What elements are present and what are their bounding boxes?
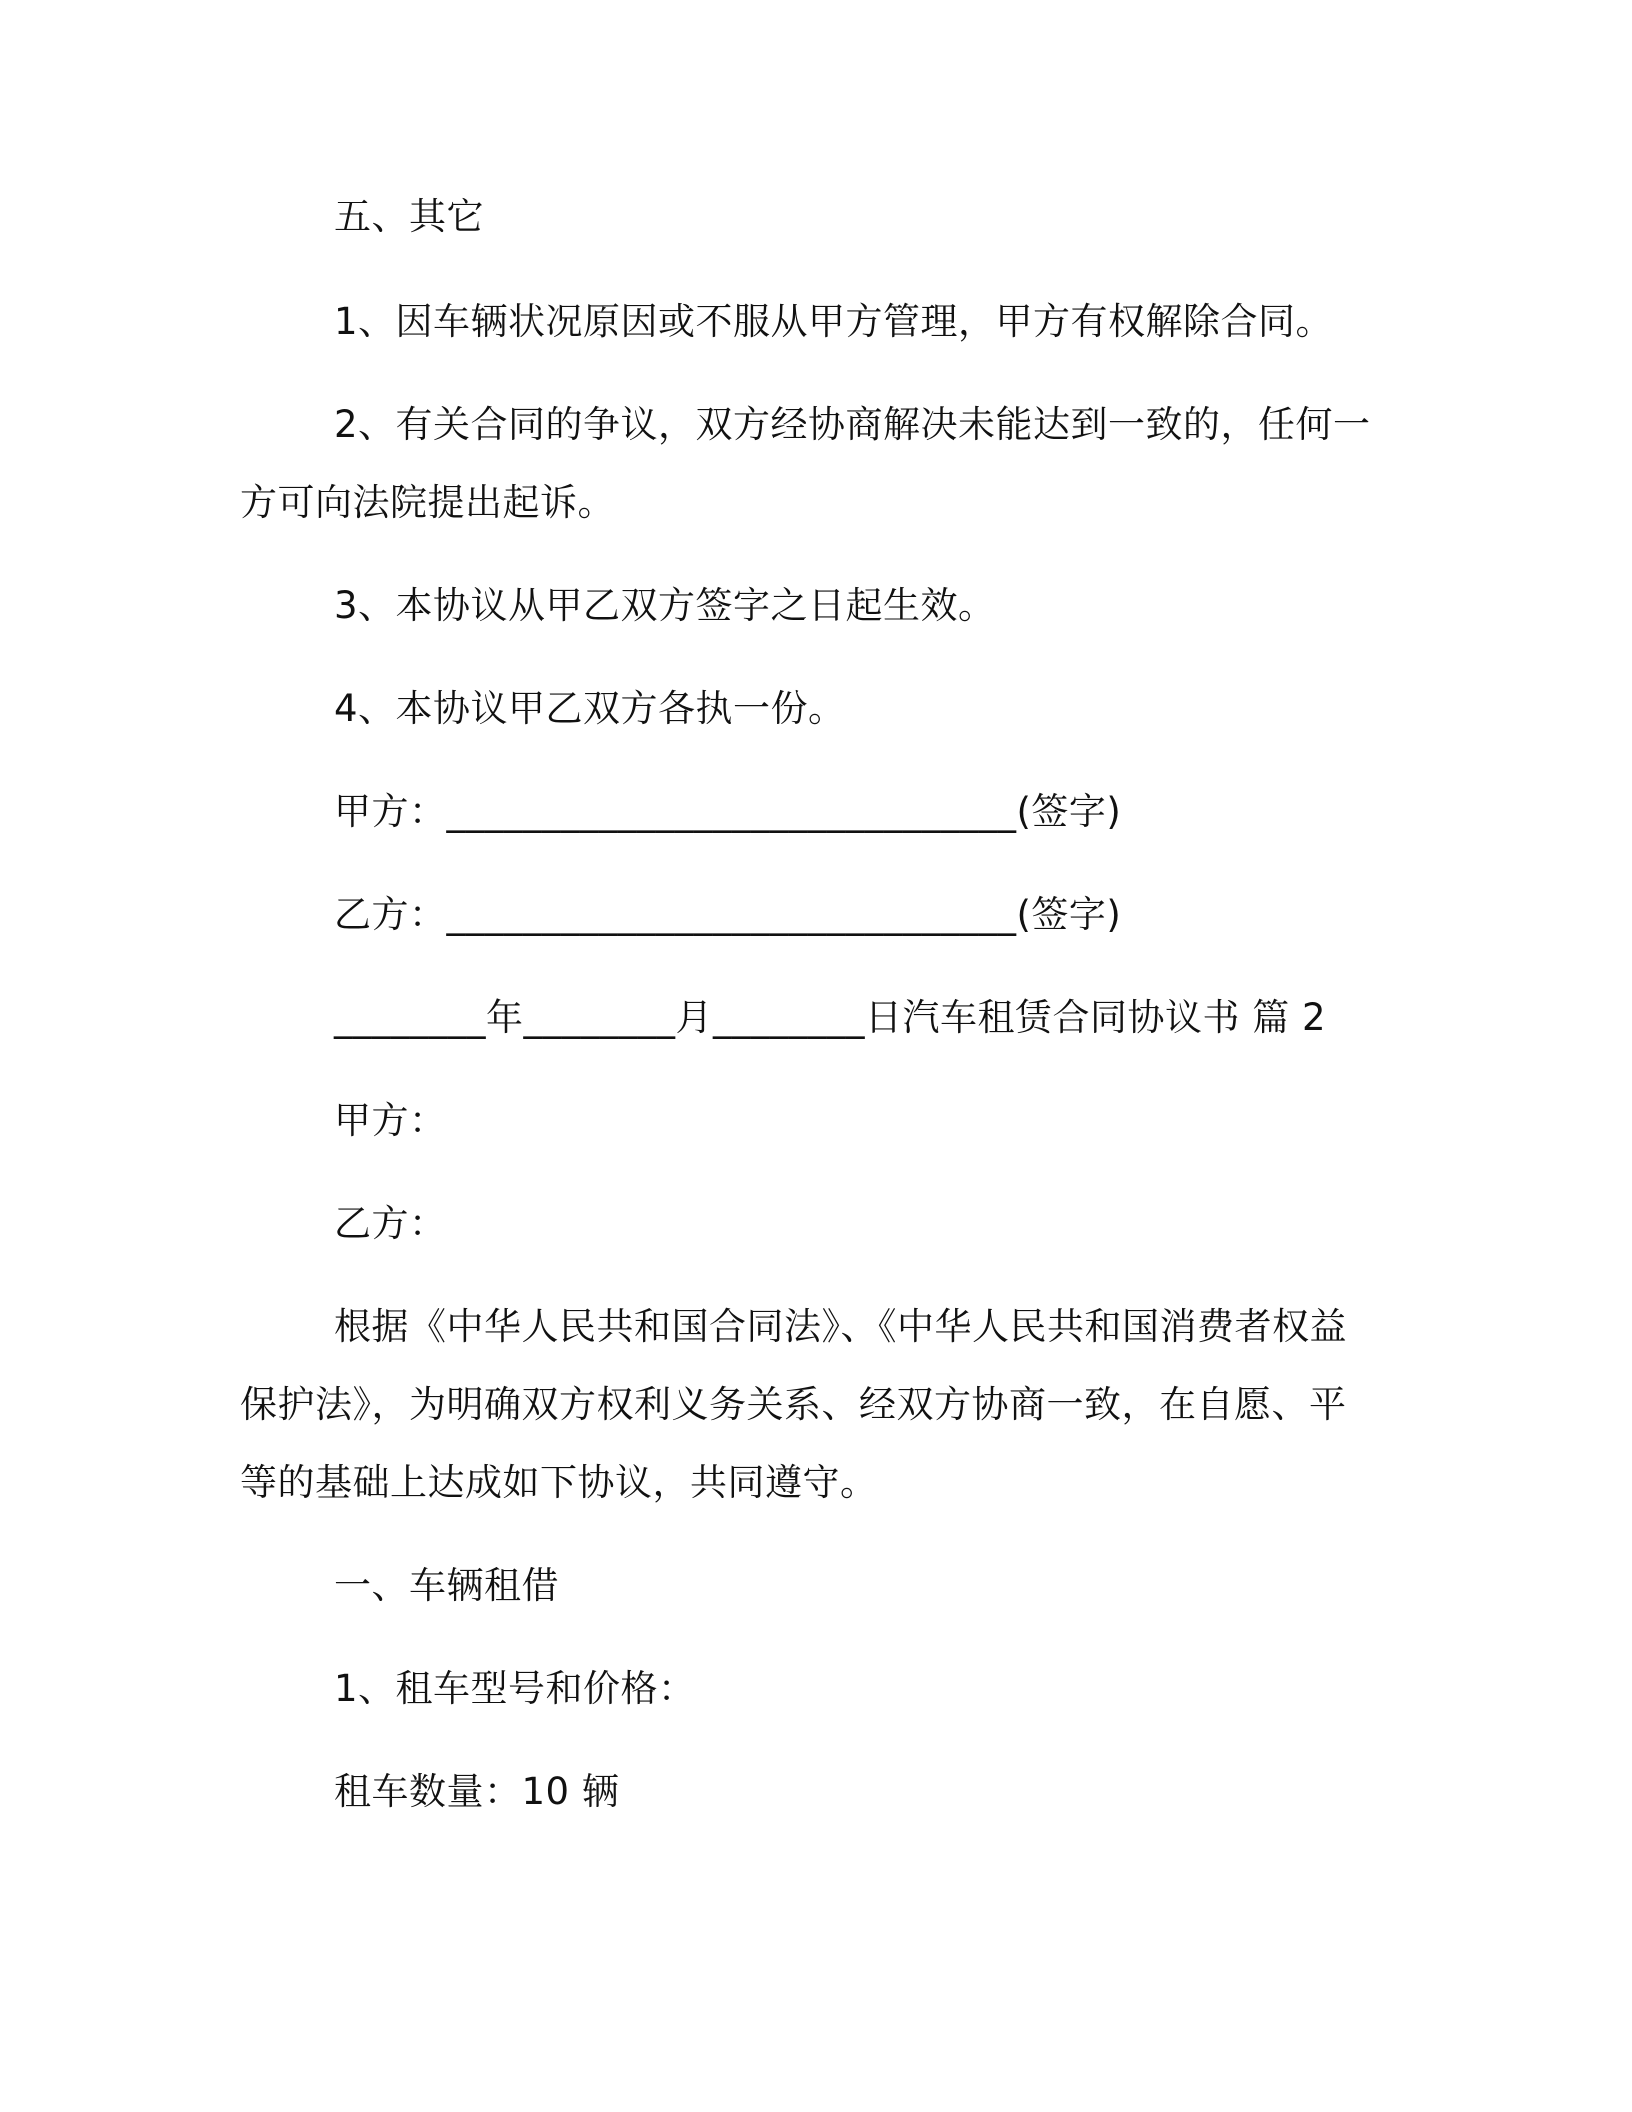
clause-1: 1、因车辆状况原因或不服从甲方管理，甲方有权解除合同。	[334, 300, 1334, 343]
party-a-label: 甲方：	[334, 1099, 447, 1142]
party-b-signature-line: 乙方：______________________________(签字)	[334, 893, 1122, 936]
clause-2-line-2: 方可向法院提出起诉。	[240, 481, 615, 524]
preamble-line-1: 根据《中华人民共和国合同法》、《中华人民共和国消费者权益	[334, 1305, 1347, 1348]
clause-3: 3、本协议从甲乙双方签字之日起生效。	[334, 584, 996, 627]
clause-4: 4、本协议甲乙双方各执一份。	[334, 687, 846, 730]
clause-2-line-1: 2、有关合同的争议，双方经协商解决未能达到一致的，任何一	[334, 403, 1371, 446]
rental-quantity: 租车数量：10 辆	[334, 1770, 620, 1813]
party-b-label: 乙方：	[334, 1202, 447, 1245]
preamble-line-3: 等的基础上达成如下协议，共同遵守。	[240, 1461, 878, 1504]
party-a-signature-line: 甲方：______________________________(签字)	[334, 790, 1122, 833]
rental-model-price: 1、租车型号和价格：	[334, 1667, 696, 1710]
section-heading-other: 五、其它	[334, 195, 484, 238]
preamble-line-2: 保护法》，为明确双方权利义务关系、经双方协商一致，在自愿、平	[240, 1383, 1347, 1426]
date-and-title-line: ________年________月________日汽车租赁合同协议书 篇 2	[334, 996, 1327, 1039]
section-heading-vehicle-rental: 一、车辆租借	[334, 1564, 559, 1607]
